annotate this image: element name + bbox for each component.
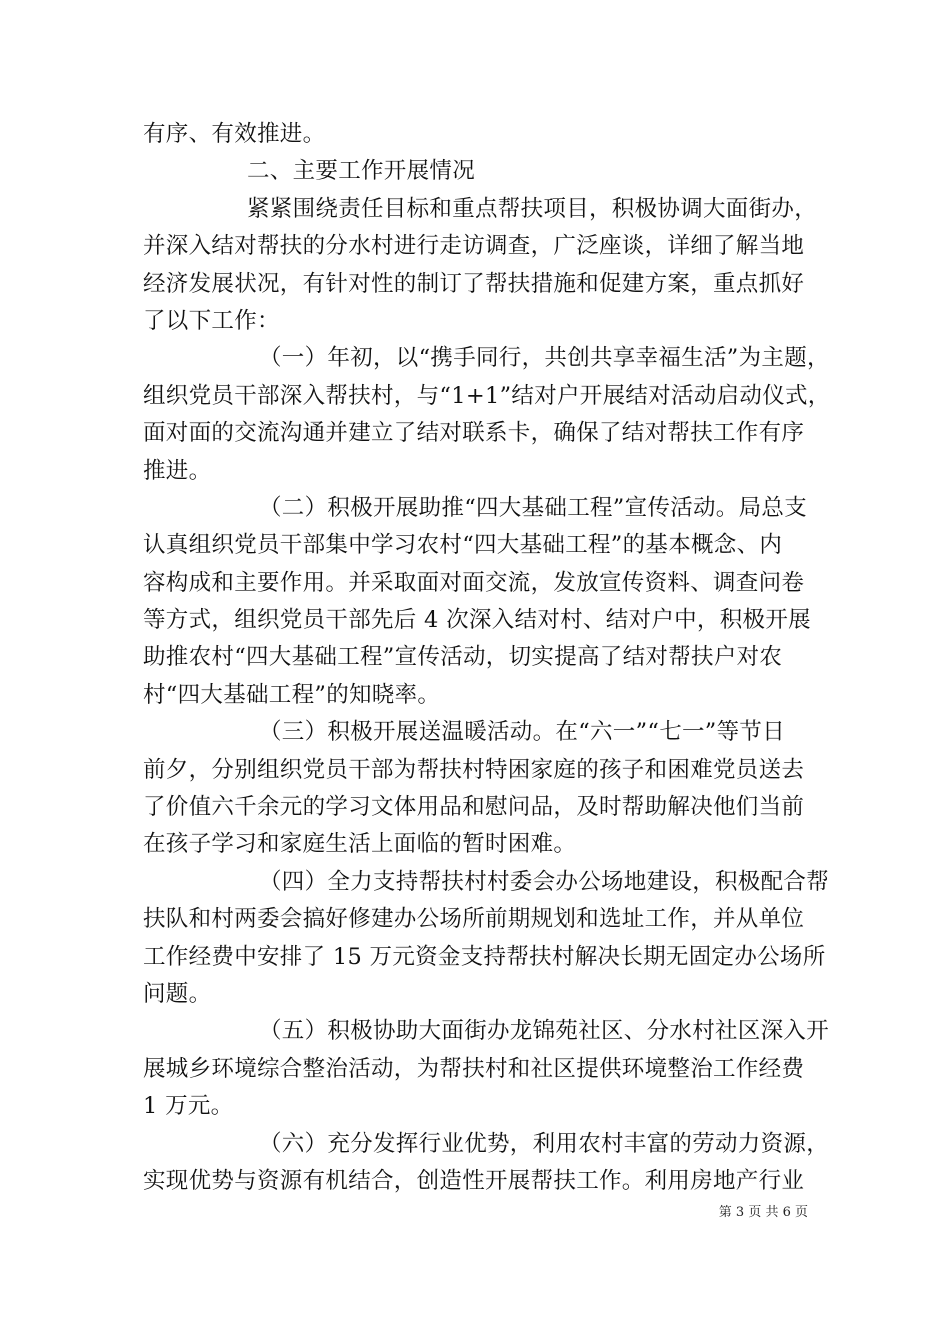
text-line: 紧紧围绕责任目标和重点帮扶项目，积极协调大面街办， [247,195,818,222]
item-two-first-line: （二）积极开展助推“四大基础工程”宣传活动。局总支 [259,494,808,521]
text-line: 展城乡环境综合整治活动，为帮扶村和社区提供环境整治工作经费 [143,1055,805,1082]
text-line: 问题。 [143,980,212,1007]
item-three-first-line: （三）积极开展送温暖活动。在“六一”“七一”等节日 [259,719,786,746]
text-line: 前夕，分别组织党员干部为帮扶村特困家庭的孩子和困难党员送去 [143,756,805,783]
section-heading: 二、主要工作开展情况 [247,158,476,185]
text-line: 助推农村“四大基础工程”宣传活动，切实提高了结对帮扶户对农 [143,644,783,671]
page-number: 第 3 页 共 6 页 [718,1205,808,1220]
item-four-first-line: （四）全力支持帮扶村村委会办公场地建设，积极配合帮 [259,868,830,895]
text-line: 面对面的交流沟通并建立了结对联系卡，确保了结对帮扶工作有序 [143,420,805,447]
text-line: 村“四大基础工程”的知晓率。 [143,681,441,708]
text-line: 扶队和村两委会搞好修建办公场所前期规划和选址工作，并从单位 [143,906,805,933]
text-line: 工作经费中安排了 15 万元资金支持帮扶村解决长期无固定办公场所 [143,943,826,970]
text-line: 有序、有效推进。 [143,121,326,147]
text-line: 实现优势与资源有机结合，创造性开展帮扶工作。利用房地产行业 [143,1167,805,1194]
text-line: 容构成和主要作用。并采取面对面交流，发放宣传资料、调查问卷 [143,569,805,596]
text-line: 并深入结对帮扶的分水村进行走访调查，广泛座谈，详细了解当地 [143,233,805,260]
item-one-first-line: （一）年初，以“携手同行，共创共享幸福生活”为主题， [259,345,830,372]
text-line: 了价值六千余元的学习文体用品和慰问品，及时帮助解决他们当前 [143,794,805,821]
text-line: 在孩子学习和家庭生活上面临的暂时困难。 [143,831,577,858]
text-line: 推进。 [143,457,212,484]
item-six-first-line: （六）充分发挥行业优势，利用农村丰富的劳动力资源， [259,1130,830,1157]
text-line: 组织党员干部深入帮扶村，与“1+1”结对户开展结对活动启动仪式， [143,382,831,409]
text-line: 等方式，组织党员干部先后 4 次深入结对村、结对户中，积极开展 [143,607,811,634]
text-line: 了以下工作： [143,307,280,334]
body-text [143,116,831,1200]
text-line: 认真组织党员干部集中学习农村“四大基础工程”的基本概念、内 [143,532,783,559]
item-five-first-line: （五）积极协助大面街办龙锦苑社区、分水村社区深入开 [259,1018,830,1045]
text-line: 1 万元。 [143,1093,234,1120]
text-line: 经济发展状况，有针对性的制订了帮扶措施和促建方案，重点抓好 [143,270,805,297]
